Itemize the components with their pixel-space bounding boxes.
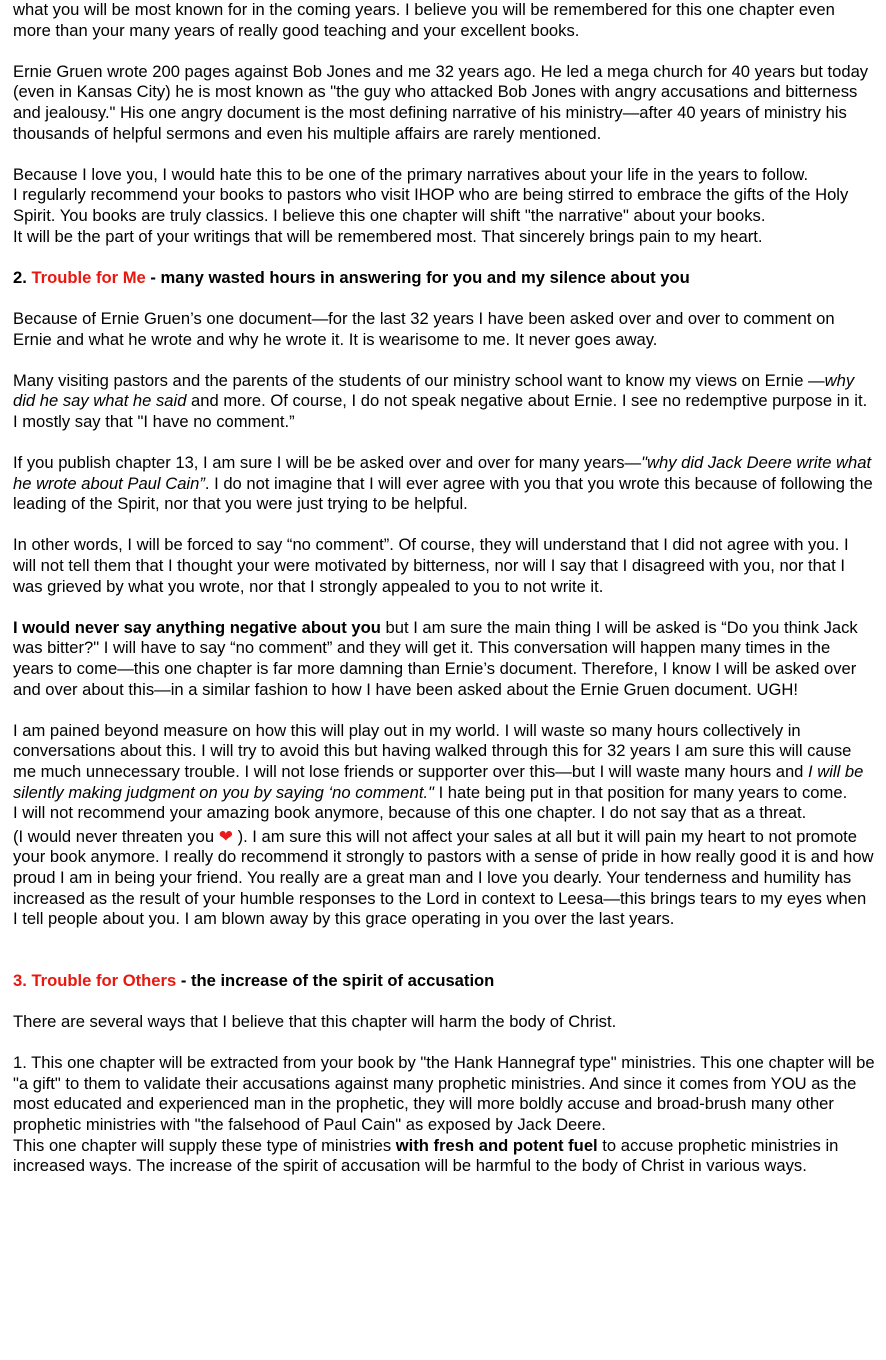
italic-run: why did he say what he said (13, 370, 855, 411)
text-run: This one chapter will supply these type of ministries (13, 1135, 396, 1155)
paragraph-known-for: what you will be most known for in the coming years. I believe you will be remembered for this one chapter even more than your many years of really good teaching and your excellent books. (13, 0, 835, 40)
text-run: and more. Of course, I do not speak negative about Ernie. I see no redemptive purpose in it. I mostly say that "I have no comment.” (13, 391, 868, 431)
bold-run: I would never say anything negative about you (13, 617, 381, 637)
section-2-number: 2. (13, 267, 32, 287)
section-2-heading (13, 268, 875, 289)
section-2-paragraph-1: Because of Ernie Gruen’s one document—for the last 32 years I have been asked over and over to comment on Ernie and what he wrote and why he wrote it. It is wearisome to me. It never goes away. (13, 308, 835, 349)
text-run: ). I am sure this will not affect your sales at all but it will pain my heart to not promote your book anymore. I really do recommend it strongly to pastors with a sense of pride in how really good it is and how proud I am in being your friend. You really are a great man and I love you dearly. Your tenderness and humility has increased as the result of your humble responses to the Lord in context to Leesa—this brings tears to my eyes when I tell people about you. I am blown away by this grace operating in you over the last years. (13, 826, 874, 929)
section-2-paragraph-5 (13, 618, 875, 700)
section-2-paragraph-7: I will not recommend your amazing book anymore, because of this one chapter. I do not say that as a threat. (13, 803, 807, 823)
heart-icon: ❤ (218, 826, 233, 846)
section-2-paragraph-8 (13, 827, 875, 930)
section-3-subtitle: - the increase of the spirit of accusation (176, 970, 495, 990)
section-2-paragraph-4: In other words, I will be forced to say “no comment”. Of course, they will understand that I did not agree with you. I will not tell them that I thought your were motivated by bitterness, nor will I say that I disagreed with you, nor that I was grieved by what you wrote, nor that I strongly appealed to you to not write it. (13, 535, 849, 596)
section-3-paragraph-3 (13, 1136, 875, 1177)
text-run: I hate being put in that position for many years to come. (433, 782, 848, 802)
text-run: to accuse prophetic ministries in increased ways. The increase of the spirit of accusation will be harmful to the body of Christ in various ways. (13, 1135, 839, 1176)
text-run: . I do not imagine that I will ever agree with you that you wrote this because of following the leading of the Spirit, nor that you were just trying to be helpful. (13, 473, 873, 514)
italic-run: "why did Jack Deere write what he wrote about Paul Cain” (13, 453, 872, 493)
section-3-paragraph-1: There are several ways that I believe that this chapter will harm the body of Christ. (13, 1012, 617, 1032)
section-2-title: Trouble for Me (31, 267, 146, 287)
text-run: I am pained beyond measure on how this will play out in my world. I will waste so many hours collectively in conversations about this. I will try to avoid this but having walked through this for 32 years I am sure this will cause me much unnecessary trouble. I will not lose friends or supporter over this—but I will waste many hours and (13, 720, 852, 781)
section-2-paragraph-3 (13, 453, 875, 515)
paragraph-love-line-3: It will be the part of your writings that will be remembered most. That sincerely brings pain to my heart. (13, 226, 763, 246)
text-run: (I would never threaten you (13, 826, 219, 846)
letter-page (13, 0, 875, 1177)
section-3-paragraph-2: 1. This one chapter will be extracted from your book by "the Hank Hannegraf type" ministries. This one chapter will be "a gift" to them to validate their accusations against many prophetic ministries. And since it comes from YOU as the most educated and experienced man in the prophetic, they will more boldly accuse and broad-brush many other prophetic ministries with "the falsehood of Paul Cain" as exposed by Jack Deere. (13, 1053, 875, 1135)
section-2-subtitle: - many wasted hours in answering for you and my silence about you (145, 267, 690, 287)
section-3-title: Trouble for Others (31, 970, 177, 990)
text-run: Many visiting pastors and the parents of the students of our ministry school want to know my views on Ernie — (13, 370, 825, 390)
text-run: but I am sure the main thing I will be asked is “Do you think Jack was bitter?" I will have to say “no comment” and they will get it. This conversation will happen many times in the years to come—this one chapter is far more damning than Ernie’s document. Therefore, I know I will be asked over and over about this—in a similar fashion to how I have been asked about the Ernie Gruen document. UGH! (13, 617, 858, 699)
paragraph-ernie-gruen: Ernie Gruen wrote 200 pages against Bob Jones and me 32 years ago. He led a mega church for 40 years but today (even in Kansas City) he is most known as "the guy who attacked Bob Jones with angry accusations and bitterness and jealousy." His one angry document is the most defining narrative of his ministry—after 40 years of ministry his thousands of helpful sermons and even his multiple affairs are rarely mentioned. (13, 61, 869, 143)
paragraph-love-line-2: I regularly recommend your books to pastors who visit IHOP who are being stirred to embrace the gifts of the Holy Spirit. You books are truly classics. I believe this one chapter will shift "the narrative" about your books. (13, 185, 849, 225)
paragraph-love-line-1: Because I love you, I would hate this to be one of the primary narratives about your life in the years to follow. (13, 164, 809, 184)
section-2-paragraph-6 (13, 721, 875, 803)
section-3-number: 3. (13, 970, 32, 990)
bold-run: with fresh and potent fuel (395, 1135, 598, 1155)
italic-run: I will be silently making judgment on you by saying ‘no comment." (13, 761, 864, 802)
section-3-heading (13, 971, 875, 992)
section-2-paragraph-2 (13, 371, 875, 433)
text-run: If you publish chapter 13, I am sure I will be be asked over and over for many years— (13, 453, 642, 473)
